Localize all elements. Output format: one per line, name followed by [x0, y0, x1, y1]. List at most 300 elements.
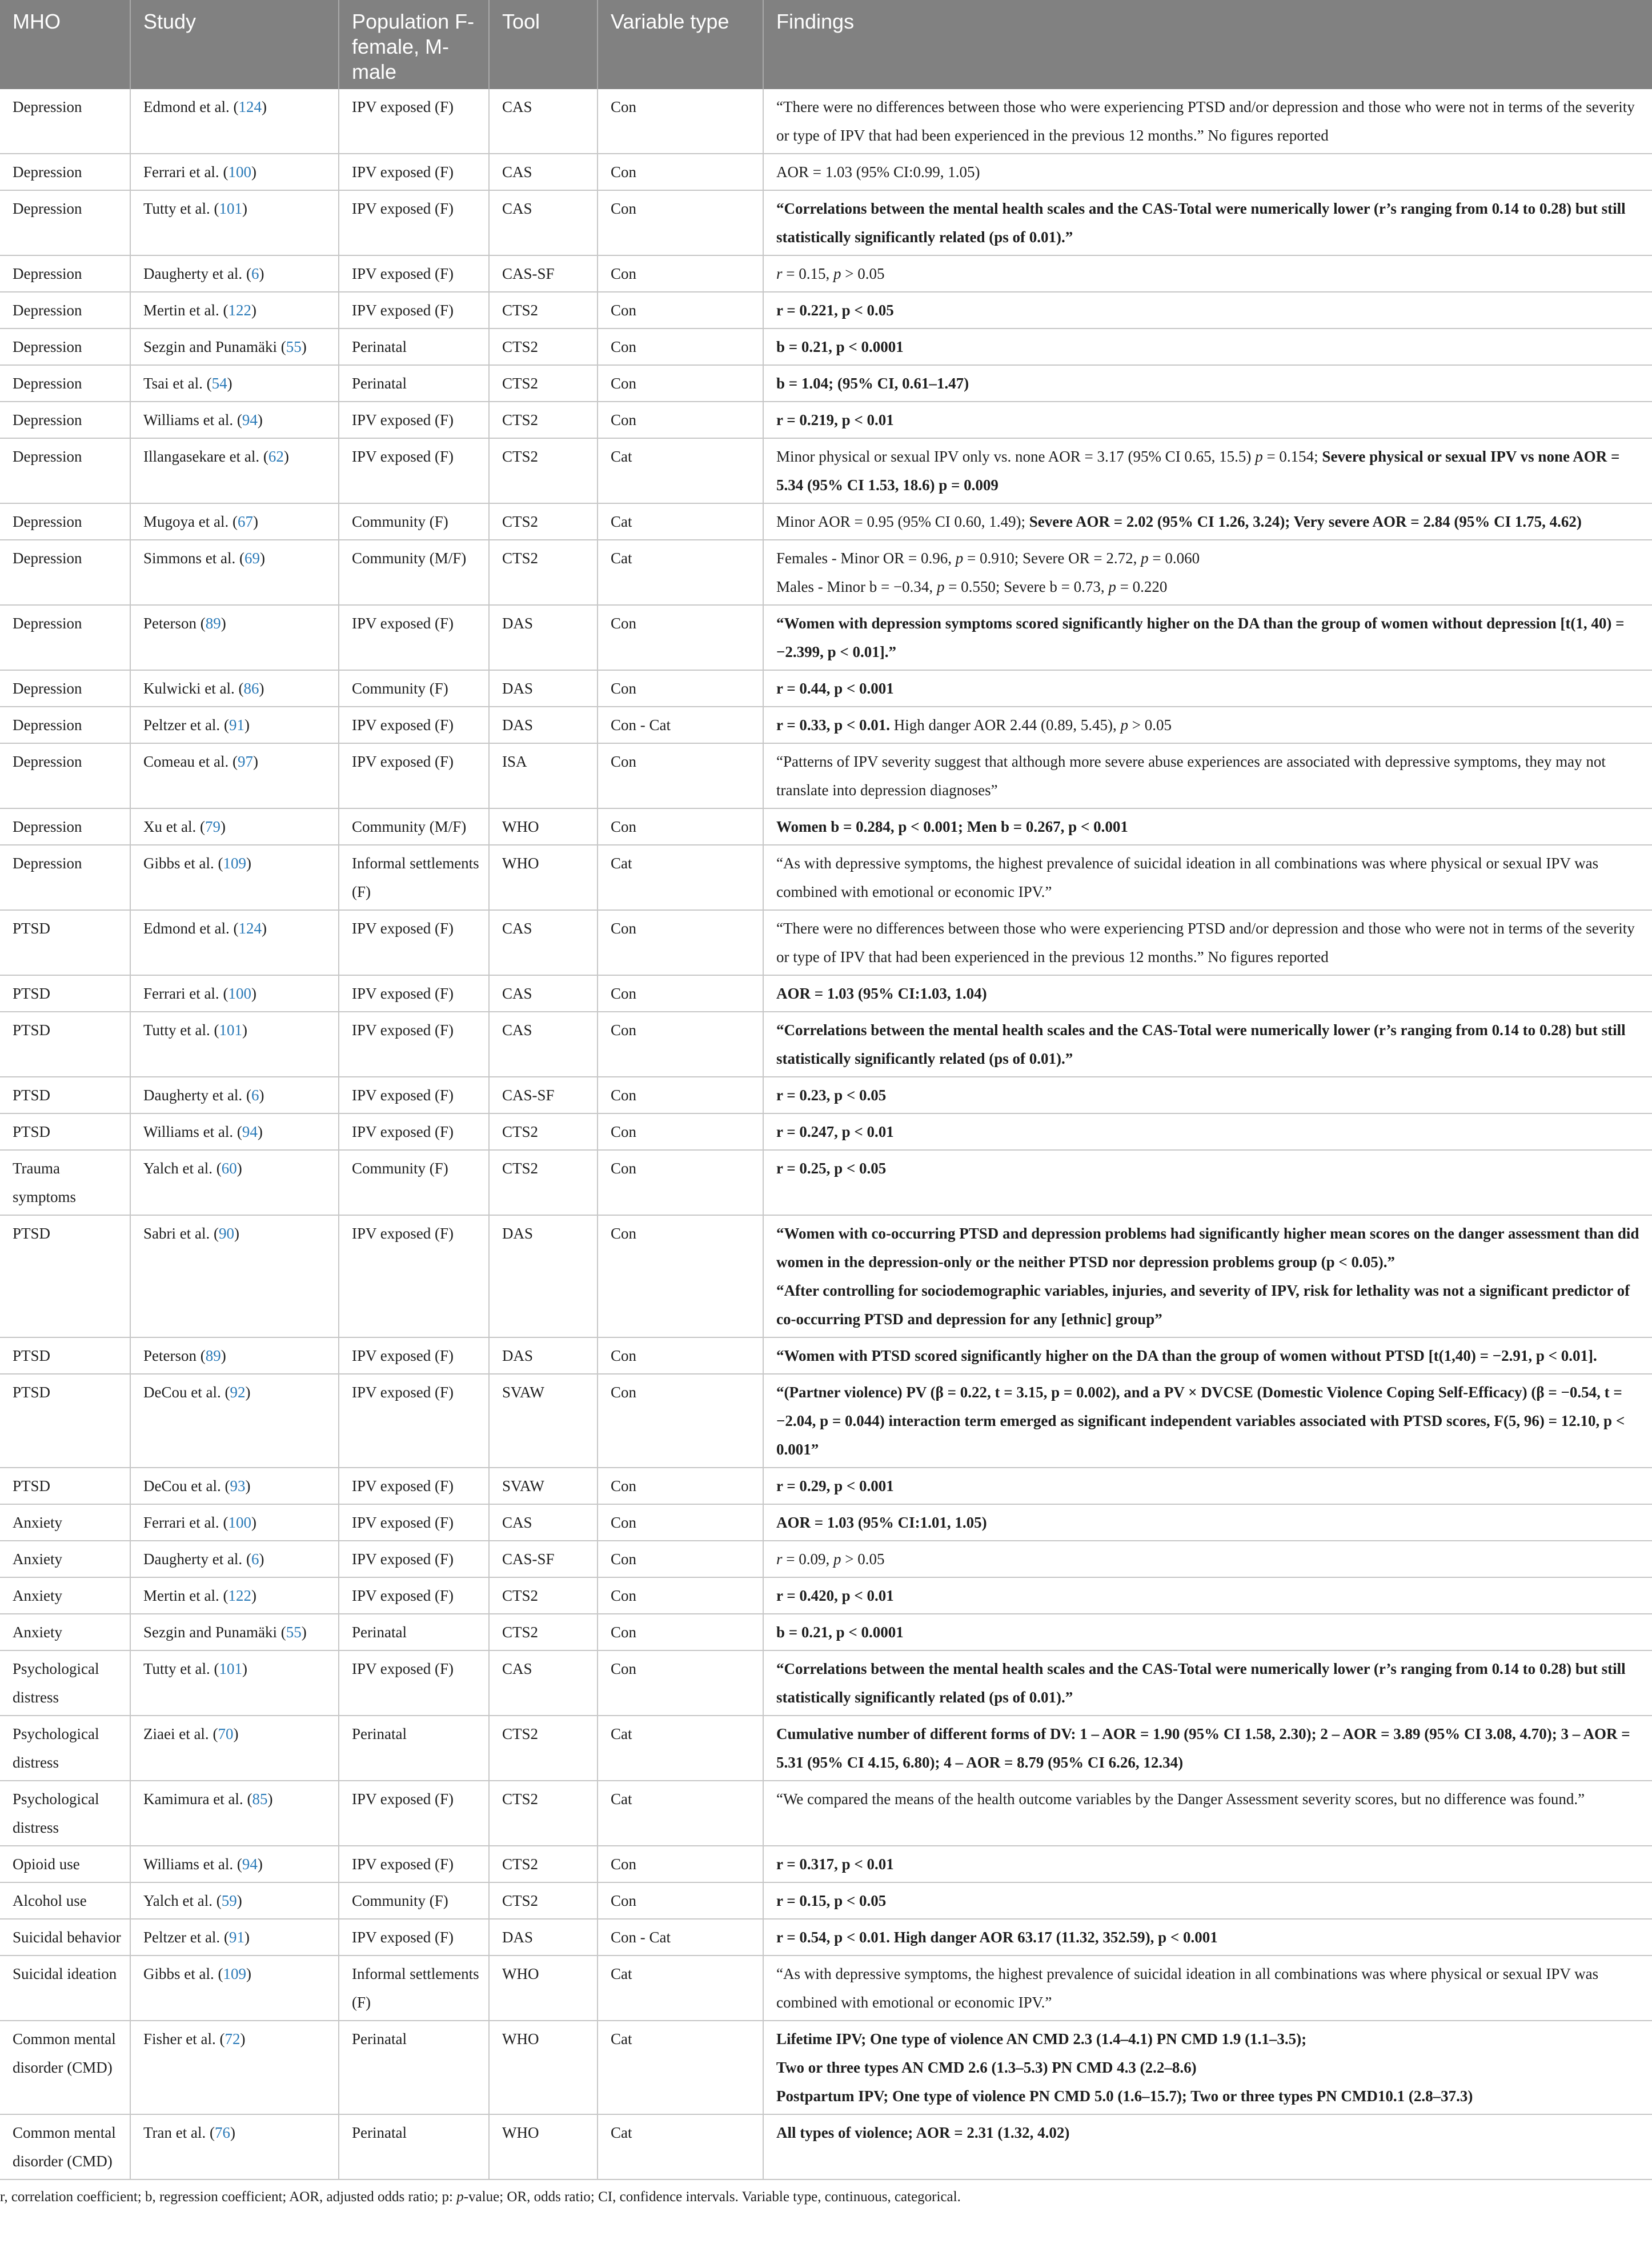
- findings-text: = 0.09,: [782, 1550, 833, 1568]
- table-row: [0, 1577, 1652, 1614]
- cell-variable-type: Cat: [598, 1956, 763, 2021]
- findings-text: r = 0.317, p < 0.01: [776, 1856, 894, 1873]
- cell-tool: CTS2: [489, 1577, 598, 1614]
- cell-findings: [763, 808, 1652, 845]
- study-author: Ziaei et al.: [143, 1725, 209, 1742]
- findings-text: r = 0.33, p < 0.01.: [776, 716, 891, 734]
- findings-text: b = 1.04; (95% CI, 0.61–1.47): [776, 375, 969, 392]
- header-population: Population F-female, M-male: [339, 0, 489, 89]
- cell-study: Peltzer et al. (91): [130, 707, 339, 743]
- cell-mho: Common mental disorder (CMD): [0, 2114, 130, 2179]
- cell-findings: [763, 89, 1652, 154]
- cell-population: IPV exposed (F): [339, 1113, 489, 1150]
- study-author: Fisher et al.: [143, 2030, 216, 2047]
- cell-population: IPV exposed (F): [339, 154, 489, 190]
- cell-study: Yalch et al. (60): [130, 1150, 339, 1215]
- table-row: [0, 707, 1652, 743]
- table-row: [0, 540, 1652, 605]
- cell-tool: CAS: [489, 1012, 598, 1077]
- cell-population: IPV exposed (F): [339, 1012, 489, 1077]
- cell-variable-type: Con: [598, 365, 763, 402]
- cell-findings: [763, 1077, 1652, 1113]
- cell-tool: CTS2: [489, 438, 598, 503]
- study-ref: 72: [224, 2030, 240, 2047]
- header-mho: MHO: [0, 0, 130, 89]
- cell-mho: PTSD: [0, 910, 130, 975]
- cell-population: Informal settlements (F): [339, 1956, 489, 2021]
- cell-mho: PTSD: [0, 1337, 130, 1374]
- table-footnote: [0, 2180, 1652, 2209]
- cell-variable-type: Con: [598, 1468, 763, 1504]
- cell-mho: Depression: [0, 670, 130, 707]
- findings-text: p: [955, 550, 964, 567]
- cell-tool: CAS: [489, 1650, 598, 1716]
- cell-tool: CTS2: [489, 1846, 598, 1882]
- cell-findings: [763, 1337, 1652, 1374]
- study-ref: 122: [228, 302, 251, 319]
- cell-tool: DAS: [489, 605, 598, 670]
- study-author: Sezgin and Punamäki: [143, 1624, 277, 1641]
- cell-population: IPV exposed (F): [339, 1215, 489, 1337]
- cell-study: Williams et al. (94): [130, 1113, 339, 1150]
- cell-population: IPV exposed (F): [339, 1846, 489, 1882]
- study-ref: 89: [205, 615, 221, 632]
- cell-variable-type: Con - Cat: [598, 707, 763, 743]
- study-author: Peterson: [143, 615, 197, 632]
- table-row: [0, 605, 1652, 670]
- findings-text: “There were no differences between those who were experiencing PTSD and/or depression and those who were not in terms of the severity or type of IPV that had been experienced in the previous 12 months.” No figures reported: [776, 920, 1635, 965]
- study-author: DeCou et al.: [143, 1477, 221, 1494]
- cell-findings: [763, 328, 1652, 365]
- study-ref: 67: [237, 513, 253, 530]
- study-author: Daugherty et al.: [143, 265, 243, 282]
- cell-tool: CTS2: [489, 292, 598, 328]
- cell-mho: PTSD: [0, 1113, 130, 1150]
- cell-population: IPV exposed (F): [339, 89, 489, 154]
- cell-variable-type: Con: [598, 402, 763, 438]
- study-ref: 59: [221, 1892, 237, 1909]
- study-ref: 94: [242, 1123, 258, 1140]
- table-row: [0, 1215, 1652, 1337]
- cell-variable-type: Cat: [598, 1716, 763, 1781]
- cell-findings: [763, 1846, 1652, 1882]
- cell-study: Sabri et al. (90): [130, 1215, 339, 1337]
- cell-findings: [763, 845, 1652, 910]
- cell-tool: CAS: [489, 190, 598, 255]
- cell-findings: [763, 190, 1652, 255]
- cell-population: IPV exposed (F): [339, 707, 489, 743]
- cell-mho: PTSD: [0, 975, 130, 1012]
- cell-findings: [763, 1614, 1652, 1650]
- cell-population: Community (M/F): [339, 808, 489, 845]
- findings-text: = 0.15,: [782, 265, 833, 282]
- study-ref: 100: [228, 163, 251, 181]
- findings-text: Females - Minor OR = 0.96,: [776, 550, 956, 567]
- findings-text: r = 0.23, p < 0.05: [776, 1087, 887, 1104]
- study-author: Peterson: [143, 1347, 197, 1364]
- cell-variable-type: Con: [598, 1215, 763, 1337]
- table-row: [0, 2021, 1652, 2114]
- findings-text: p: [1108, 578, 1116, 595]
- cell-population: IPV exposed (F): [339, 1374, 489, 1468]
- findings-text: “(Partner violence) PV (β = 0.22, t = 3.15, p = 0.002), and a PV × DVCSE (Domestic Violence Coping Self-Efficacy) (β = −0.54, t = −2.04, p = 0.044) interaction term emerged as significant independent variables associated with PTSD scores, F(5, 96) = 12.10, p < 0.001”: [776, 1384, 1625, 1458]
- cell-study: Edmond et al. (124): [130, 910, 339, 975]
- table-row: [0, 1846, 1652, 1882]
- study-author: Kulwicki et al.: [143, 680, 235, 697]
- study-author: Mertin et al.: [143, 1587, 219, 1604]
- table-row: [0, 975, 1652, 1012]
- study-ref: 94: [242, 411, 258, 428]
- cell-variable-type: Con: [598, 910, 763, 975]
- study-ref: 101: [219, 200, 243, 217]
- study-author: Ferrari et al.: [143, 163, 219, 181]
- cell-findings: [763, 255, 1652, 292]
- cell-tool: CTS2: [489, 503, 598, 540]
- findings-text: “Women with PTSD scored significantly higher on the DA than the group of women without PTSD [t(1,40) = −2.91, p < 0.01].: [776, 1347, 1597, 1364]
- cell-tool: SVAW: [489, 1374, 598, 1468]
- cell-mho: Depression: [0, 365, 130, 402]
- findings-text: p: [833, 1550, 841, 1568]
- findings-text: Severe physical or sexual IPV vs none AOR = 5.34 (95% CI 1.53, 18.6) p = 0.009: [776, 448, 1620, 494]
- study-author: Sezgin and Punamäki: [143, 338, 277, 355]
- study-ref: 124: [238, 98, 262, 115]
- cell-variable-type: Con: [598, 1077, 763, 1113]
- study-ref: 91: [228, 1929, 244, 1946]
- study-author: Sabri et al.: [143, 1225, 210, 1242]
- findings-text: “Women with depression symptoms scored significantly higher on the DA than the group of women without depression [t(1, 40) = −2.399, p < 0.01].”: [776, 615, 1625, 660]
- cell-population: IPV exposed (F): [339, 1468, 489, 1504]
- cell-mho: Anxiety: [0, 1577, 130, 1614]
- cell-findings: [763, 1215, 1652, 1337]
- cell-tool: ISA: [489, 743, 598, 808]
- table-row: [0, 1956, 1652, 2021]
- cell-mho: Depression: [0, 402, 130, 438]
- cell-mho: Depression: [0, 808, 130, 845]
- table-row: [0, 1374, 1652, 1468]
- cell-population: IPV exposed (F): [339, 1919, 489, 1956]
- cell-mho: Psychological distress: [0, 1650, 130, 1716]
- cell-tool: CTS2: [489, 328, 598, 365]
- cell-population: IPV exposed (F): [339, 1781, 489, 1846]
- cell-variable-type: Cat: [598, 503, 763, 540]
- findings-text: “We compared the means of the health outcome variables by the Danger Assessment severity scores, but no difference was found.”: [776, 1790, 1585, 1808]
- table-row: [0, 743, 1652, 808]
- cell-population: Community (F): [339, 503, 489, 540]
- header-findings: Findings: [763, 0, 1652, 89]
- findings-text: r: [776, 265, 783, 282]
- study-ref: 70: [218, 1725, 234, 1742]
- study-ref: 97: [237, 753, 253, 770]
- cell-variable-type: Con - Cat: [598, 1919, 763, 1956]
- study-ref: 55: [286, 338, 302, 355]
- study-author: Peltzer et al.: [143, 1929, 220, 1946]
- cell-study: Ziaei et al. (70): [130, 1716, 339, 1781]
- cell-population: IPV exposed (F): [339, 910, 489, 975]
- table-row: [0, 1077, 1652, 1113]
- study-ref: 6: [251, 1087, 259, 1104]
- cell-population: Perinatal: [339, 2114, 489, 2179]
- cell-variable-type: Con: [598, 1882, 763, 1919]
- findings-text: “Correlations between the mental health scales and the CAS-Total were numerically lower (r’s ranging from 0.14 to 0.28) but still statistically significantly related (ps of 0.01).”: [776, 1021, 1626, 1067]
- cell-mho: Opioid use: [0, 1846, 130, 1882]
- cell-variable-type: Cat: [598, 845, 763, 910]
- cell-study: Xu et al. (79): [130, 808, 339, 845]
- findings-text: b = 0.21, p < 0.0001: [776, 338, 904, 355]
- study-author: Edmond et al.: [143, 98, 230, 115]
- cell-study: Tutty et al. (101): [130, 1650, 339, 1716]
- cell-variable-type: Con: [598, 255, 763, 292]
- cell-mho: Anxiety: [0, 1541, 130, 1577]
- cell-mho: Depression: [0, 605, 130, 670]
- study-author: Williams et al.: [143, 1123, 234, 1140]
- cell-variable-type: Con: [598, 605, 763, 670]
- cell-tool: WHO: [489, 845, 598, 910]
- study-ref: 89: [205, 1347, 221, 1364]
- study-ref: 90: [218, 1225, 234, 1242]
- cell-study: Tran et al. (76): [130, 2114, 339, 2179]
- cell-study: Peterson (89): [130, 605, 339, 670]
- findings-text: p: [1141, 550, 1149, 567]
- cell-variable-type: Con: [598, 1504, 763, 1541]
- table-row: [0, 190, 1652, 255]
- findings-text: = 0.154;: [1262, 448, 1322, 465]
- cell-variable-type: Con: [598, 1577, 763, 1614]
- study-ref: 79: [205, 818, 220, 835]
- cell-population: IPV exposed (F): [339, 292, 489, 328]
- cell-population: IPV exposed (F): [339, 255, 489, 292]
- cell-mho: Depression: [0, 154, 130, 190]
- cell-population: IPV exposed (F): [339, 190, 489, 255]
- table-row: [0, 1781, 1652, 1846]
- cell-study: Tutty et al. (101): [130, 1012, 339, 1077]
- study-author: Tutty et al.: [143, 200, 210, 217]
- header-tool: Tool: [489, 0, 598, 89]
- findings-text: Two or three types AN CMD 2.6 (1.3–5.3) PN CMD 4.3 (2.2–8.6): [776, 2059, 1197, 2076]
- cell-mho: Depression: [0, 89, 130, 154]
- cell-study: Williams et al. (94): [130, 402, 339, 438]
- findings-text: AOR = 1.03 (95% CI:1.01, 1.05): [776, 1514, 987, 1531]
- study-author: Williams et al.: [143, 411, 234, 428]
- header-variable-type: Variable type: [598, 0, 763, 89]
- cell-study: Williams et al. (94): [130, 1846, 339, 1882]
- study-ref: 6: [251, 265, 259, 282]
- study-author: Kamimura et al.: [143, 1790, 243, 1808]
- findings-text: = 0.220: [1116, 578, 1168, 595]
- table-row: [0, 1150, 1652, 1215]
- cell-mho: Depression: [0, 845, 130, 910]
- study-ref: 101: [219, 1660, 243, 1677]
- cell-variable-type: Con: [598, 1012, 763, 1077]
- findings-text: r = 0.44, p < 0.001: [776, 680, 894, 697]
- study-author: Williams et al.: [143, 1856, 234, 1873]
- cell-variable-type: Con: [598, 808, 763, 845]
- cell-findings: [763, 707, 1652, 743]
- cell-variable-type: Con: [598, 743, 763, 808]
- cell-population: Community (F): [339, 1150, 489, 1215]
- cell-findings: [763, 503, 1652, 540]
- cell-tool: CAS: [489, 89, 598, 154]
- cell-study: Daugherty et al. (6): [130, 255, 339, 292]
- cell-population: IPV exposed (F): [339, 438, 489, 503]
- cell-study: Sezgin and Punamäki (55): [130, 328, 339, 365]
- cell-variable-type: Con: [598, 1541, 763, 1577]
- study-ref: 54: [211, 375, 227, 392]
- study-ref: 85: [252, 1790, 268, 1808]
- cell-variable-type: Con: [598, 1374, 763, 1468]
- cell-findings: [763, 1919, 1652, 1956]
- table-row: [0, 808, 1652, 845]
- study-ref: 76: [215, 2124, 230, 2141]
- cell-tool: DAS: [489, 1919, 598, 1956]
- cell-findings: [763, 1882, 1652, 1919]
- cell-study: Peltzer et al. (91): [130, 1919, 339, 1956]
- study-ref: 93: [230, 1477, 246, 1494]
- cell-population: IPV exposed (F): [339, 1650, 489, 1716]
- findings-text: Severe AOR = 2.02 (95% CI 1.26, 3.24); Very severe AOR = 2.84 (95% CI 1.75, 4.62): [1029, 513, 1582, 530]
- header-study: Study: [130, 0, 339, 89]
- cell-tool: CTS2: [489, 365, 598, 402]
- cell-findings: [763, 975, 1652, 1012]
- cell-findings: [763, 1468, 1652, 1504]
- findings-text: = 0.550; Severe b = 0.73,: [944, 578, 1109, 595]
- cell-tool: SVAW: [489, 1468, 598, 1504]
- table-row: [0, 2114, 1652, 2179]
- findings-text: = 0.910; Severe OR = 2.72,: [963, 550, 1141, 567]
- cell-variable-type: Cat: [598, 2114, 763, 2179]
- cell-study: Simmons et al. (69): [130, 540, 339, 605]
- study-author: Tran et al.: [143, 2124, 206, 2141]
- table-row: [0, 1882, 1652, 1919]
- cell-population: Informal settlements (F): [339, 845, 489, 910]
- cell-variable-type: Con: [598, 1614, 763, 1650]
- findings-text: “Women with co-occurring PTSD and depression problems had significantly higher mean scores on the danger assessment than did women in the depression-only or the neither PTSD nor depression problems group (p < 0.05).”: [776, 1225, 1639, 1271]
- cell-population: IPV exposed (F): [339, 1077, 489, 1113]
- cell-study: Tutty et al. (101): [130, 190, 339, 255]
- cell-study: Illangasekare et al. (62): [130, 438, 339, 503]
- cell-tool: CAS: [489, 975, 598, 1012]
- findings-text: b = 0.21, p < 0.0001: [776, 1624, 904, 1641]
- cell-findings: [763, 1650, 1652, 1716]
- cell-mho: Suicidal ideation: [0, 1956, 130, 2021]
- cell-population: IPV exposed (F): [339, 1504, 489, 1541]
- table-row: [0, 1650, 1652, 1716]
- cell-mho: Trauma symptoms: [0, 1150, 130, 1215]
- cell-tool: CAS: [489, 154, 598, 190]
- study-author: Ferrari et al.: [143, 1514, 219, 1531]
- cell-study: Daugherty et al. (6): [130, 1541, 339, 1577]
- cell-mho: Depression: [0, 743, 130, 808]
- cell-findings: [763, 402, 1652, 438]
- cell-variable-type: Con: [598, 292, 763, 328]
- cell-population: IPV exposed (F): [339, 975, 489, 1012]
- table-row: [0, 402, 1652, 438]
- cell-mho: Alcohol use: [0, 1882, 130, 1919]
- cell-tool: CAS-SF: [489, 1077, 598, 1113]
- findings-text: r: [776, 1550, 783, 1568]
- cell-population: IPV exposed (F): [339, 1337, 489, 1374]
- cell-tool: CTS2: [489, 1716, 598, 1781]
- cell-study: Kulwicki et al. (86): [130, 670, 339, 707]
- cell-mho: Depression: [0, 328, 130, 365]
- table-row: [0, 670, 1652, 707]
- study-author: Yalch et al.: [143, 1160, 212, 1177]
- cell-study: Kamimura et al. (85): [130, 1781, 339, 1846]
- study-author: Peltzer et al.: [143, 716, 220, 734]
- cell-findings: [763, 2021, 1652, 2114]
- cell-findings: [763, 540, 1652, 605]
- study-ref: 100: [228, 1514, 251, 1531]
- study-ref: 86: [243, 680, 259, 697]
- cell-study: DeCou et al. (92): [130, 1374, 339, 1468]
- study-ref: 122: [228, 1587, 251, 1604]
- cell-tool: CAS: [489, 910, 598, 975]
- cell-population: IPV exposed (F): [339, 1541, 489, 1577]
- cell-population: Perinatal: [339, 1716, 489, 1781]
- cell-mho: Depression: [0, 503, 130, 540]
- cell-study: Gibbs et al. (109): [130, 845, 339, 910]
- study-author: Yalch et al.: [143, 1892, 212, 1909]
- cell-findings: [763, 1781, 1652, 1846]
- study-author: Illangasekare et al.: [143, 448, 260, 465]
- cell-study: Mugoya et al. (67): [130, 503, 339, 540]
- table-row: [0, 503, 1652, 540]
- cell-tool: CTS2: [489, 1882, 598, 1919]
- cell-study: Mertin et al. (122): [130, 1577, 339, 1614]
- findings-text: “As with depressive symptoms, the highest prevalence of suicidal ideation in all combinations was where physical or sexual IPV was combined with emotional or economic IPV.”: [776, 855, 1599, 900]
- table-row: [0, 1614, 1652, 1650]
- findings-text: “There were no differences between those who were experiencing PTSD and/or depression and those who were not in terms of the severity or type of IPV that had been experienced in the previous 12 months.” No figures reported: [776, 98, 1635, 144]
- cell-study: DeCou et al. (93): [130, 1468, 339, 1504]
- study-ref: 55: [286, 1624, 302, 1641]
- cell-tool: CTS2: [489, 540, 598, 605]
- cell-population: Perinatal: [339, 2021, 489, 2114]
- cell-mho: Psychological distress: [0, 1781, 130, 1846]
- cell-population: IPV exposed (F): [339, 743, 489, 808]
- cell-study: Daugherty et al. (6): [130, 1077, 339, 1113]
- cell-tool: DAS: [489, 1215, 598, 1337]
- table-row: [0, 328, 1652, 365]
- cell-study: Comeau et al. (97): [130, 743, 339, 808]
- cell-study: Mertin et al. (122): [130, 292, 339, 328]
- footnote-text: r, correlation coefficient; b, regression coefficient; AOR, adjusted odds ratio; p:: [0, 2189, 457, 2205]
- cell-variable-type: Cat: [598, 1781, 763, 1846]
- cell-variable-type: Cat: [598, 540, 763, 605]
- cell-tool: CTS2: [489, 1781, 598, 1846]
- cell-mho: Depression: [0, 292, 130, 328]
- cell-findings: [763, 2114, 1652, 2179]
- study-author: Tutty et al.: [143, 1660, 210, 1677]
- cell-tool: CTS2: [489, 1150, 598, 1215]
- cell-population: IPV exposed (F): [339, 605, 489, 670]
- findings-text: r = 0.420, p < 0.01: [776, 1587, 894, 1604]
- table-row: [0, 438, 1652, 503]
- table-row: [0, 1012, 1652, 1077]
- study-ref: 91: [228, 716, 244, 734]
- cell-study: Ferrari et al. (100): [130, 154, 339, 190]
- cell-study: Edmond et al. (124): [130, 89, 339, 154]
- cell-tool: CAS-SF: [489, 1541, 598, 1577]
- cell-mho: Depression: [0, 707, 130, 743]
- cell-population: Community (M/F): [339, 540, 489, 605]
- findings-text: p: [936, 578, 945, 595]
- findings-text: > 0.05: [841, 1550, 885, 1568]
- study-ref: 60: [221, 1160, 237, 1177]
- study-author: Mertin et al.: [143, 302, 219, 319]
- table-row: [0, 1504, 1652, 1541]
- cell-variable-type: Con: [598, 1650, 763, 1716]
- findings-text: > 0.05: [841, 265, 885, 282]
- study-ref: 109: [223, 1965, 246, 1982]
